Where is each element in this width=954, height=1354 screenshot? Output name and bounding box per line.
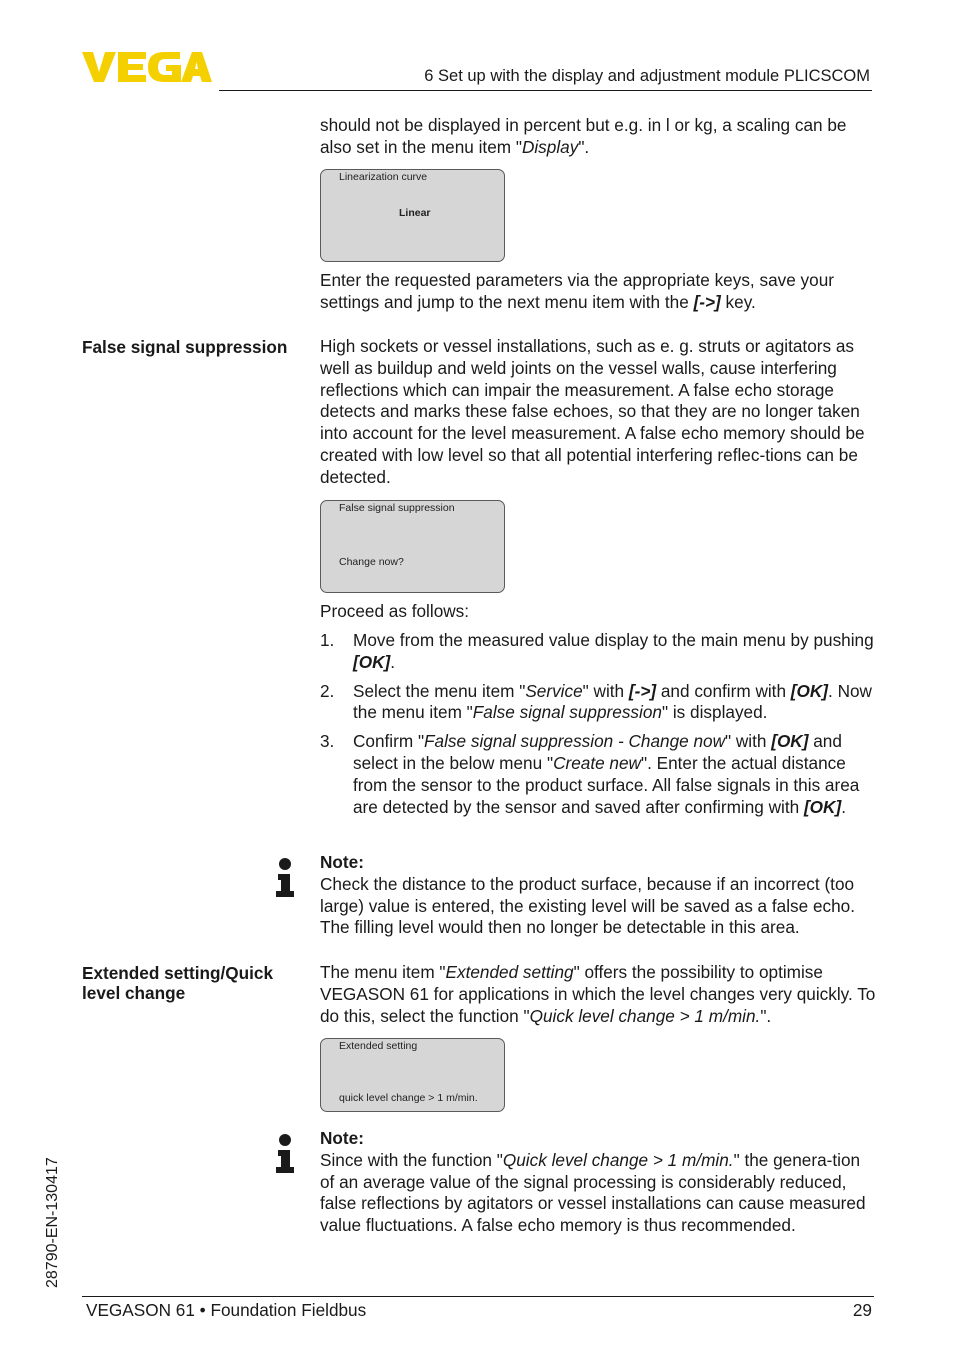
vega-logo	[82, 50, 212, 84]
note1	[320, 852, 876, 939]
lcd-false-signal	[320, 500, 505, 593]
list-item: 1. Move from the measured value display to the main menu by pushing [OK].	[320, 630, 874, 672]
after-lcd1-paragraph: Enter the requested parameters via the appropriate keys, save your settings and jump to the next menu item with the [->] key.	[320, 270, 834, 312]
intro-paragraph: should not be displayed in percent but e.g. in l or kg, a scaling can be also set in the menu item "Display".	[320, 115, 847, 157]
list-item: 2. Select the menu item "Service" with [->] and confirm with [OK]. Now the menu item "False signal suppression" is displayed.	[320, 680, 872, 723]
note1-text: Check the distance to the product surface, because if an incorrect (too large) value is entered, the existing level will be saved as a false echo. The filling level would then no longer be detectable in this area.	[320, 873, 856, 938]
info-icon	[274, 1133, 296, 1175]
note2	[320, 1128, 876, 1237]
false-signal-paragraph: High sockets or vessel installations, such as e. g. struts or agitators as well as buildup and weld joints on the vessel walls, cause interfering reflections which can impair the measurement. A false echo storage detects and marks these false echoes, so that they are no longer taken into account for the level measurement. A false echo memory should be created with low level so that all potential interfering reflec-tions can be detected.	[320, 336, 865, 487]
footer-product: VEGASON 61 • Foundation Fieldbus	[86, 1300, 367, 1320]
lcd-title: Extended setting	[339, 1040, 418, 1052]
lcd-value: Linear	[399, 207, 431, 219]
note1-title: Note:	[320, 852, 364, 872]
note2-text: Since with the function "Quick level change > 1 m/min." the genera-tion of an average value of the signal processing is considerably reduced, false reflections by agitators or vessel installations can cause measured value fluctuations. A false echo memory is thus recommended.	[320, 1149, 866, 1236]
steps-list	[320, 630, 876, 825]
note2-title: Note:	[320, 1128, 364, 1148]
side-heading-false-signal: False signal suppression	[82, 337, 288, 357]
proceed-text: Proceed as follows:	[320, 601, 470, 621]
lcd-extended-setting	[320, 1038, 505, 1112]
header-rule	[219, 90, 872, 91]
header-section-title: 6 Set up with the display and adjustment module PLICSCOM	[424, 67, 870, 85]
list-item: 3. Confirm "False signal suppression - Change now" with [OK] and select in the below menu "Create new". Enter the actual distance from the sensor to the product surface. All false signals in this area are detected by the sensor and saved after confirming with [OK].	[320, 731, 860, 817]
info-icon	[274, 857, 296, 899]
lcd-title: False signal suppression	[339, 502, 455, 514]
lcd-title: Linearization curve	[339, 171, 428, 183]
document-id: 28790-EN-130417	[44, 1157, 61, 1288]
lcd-line2: quick level change > 1 m/min.	[339, 1092, 478, 1104]
extended-paragraph: The menu item "Extended setting" offers the possibility to optimise VEGASON 61 for applications in which the level changes very quickly. To do this, select the function "Quick level change > 1 m/min.".	[320, 962, 876, 1026]
lcd-linearization-curve	[320, 169, 505, 262]
side-heading-extended: Extended setting/Quick level change	[82, 963, 274, 1003]
page-number: 29	[852, 1300, 872, 1320]
lcd-line2: Change now?	[339, 556, 404, 568]
footer-rule	[82, 1296, 874, 1297]
